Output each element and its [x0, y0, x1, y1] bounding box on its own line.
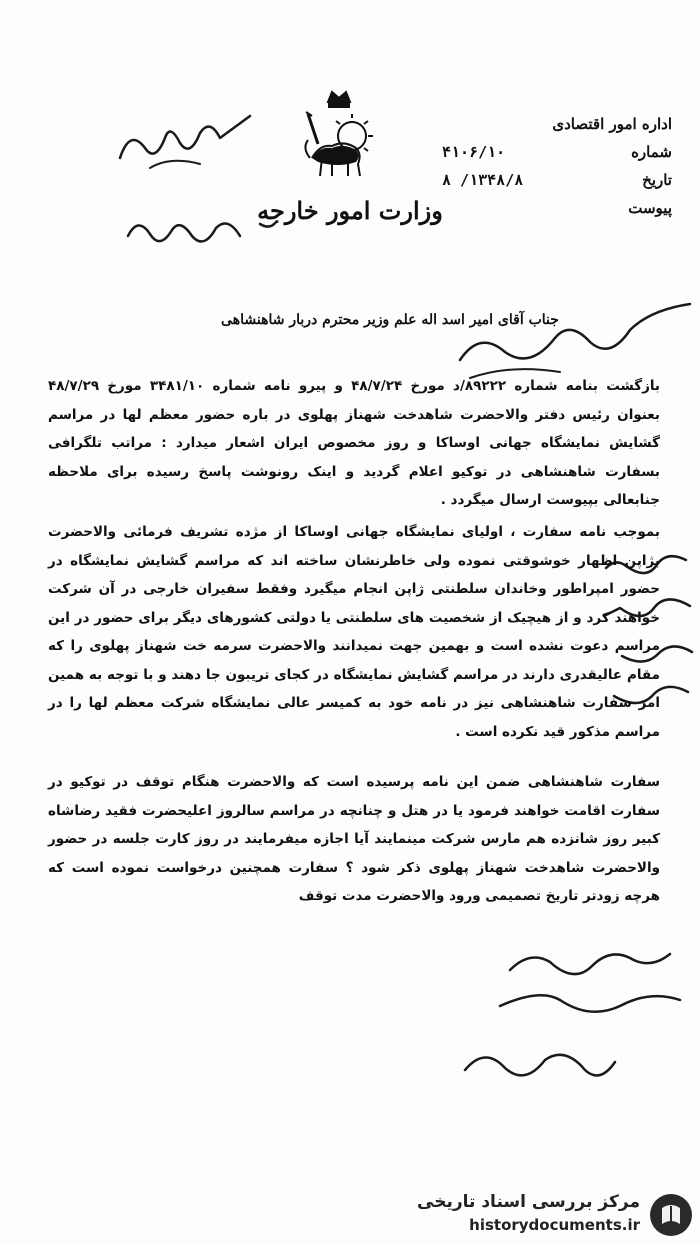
- meta-date-row: [442, 166, 672, 194]
- meta-attachment-label: پیوست: [628, 199, 672, 217]
- meta-number-label: شماره: [631, 143, 672, 161]
- meta-department: اداره امور اقتصادی: [552, 115, 672, 133]
- body-paragraph-1: بازگشت بنامه شماره ۸۹۲۲۲/د مورخ ۴۸/۷/۲۴ و پیرو نامه شماره ۳۴۸۱/۱۰ مورخ ۴۸/۷/۲۹ بعنوان رئیس دفتر والاحضرت شاهدخت شهناز پهلوی در باره حضور معظم لها در مراسم گشایش نمایشگاه جهانی اوساکا و روز مخصوص ایران اشعار میدارد : مراتب تلگرافی بسفارت شاهنشاهی در توکیو اعلام گردید و اینک رونوشت پاسخ رسیده برای ملاحظه جنابعالی بپیوست ارسال میگردد .: [48, 378, 660, 508]
- handwritten-note-left: [120, 206, 280, 256]
- archive-url[interactable]: historydocuments.ir: [469, 1216, 640, 1234]
- handwritten-note-top-left: [110, 108, 260, 178]
- handwritten-signature: [470, 940, 700, 1030]
- lion-and-sun-emblem-icon: [298, 88, 380, 184]
- body-paragraph-3: سفارت شاهنشاهی ضمن این نامه پرسیده است که والاحضرت هنگام توقف در توکیو در سفارت اقامت خواهند فرمود یا در هتل و چنانچه در مراسم سالروز اعلیحضرت فقید رضاشاه کبیر روز شانزده هم مارس شرکت مینمایند آیا اجازه میفرمایند در روز کارت جلسه در حضور والاحضرت شاهدخت شهناز پهلوی ذکر شود ؟ سفارت همچنین درخواست نموده است که هرچه زودتر تاریخ تصمیمی ورود والاحضرت مدت توقف: [48, 774, 660, 904]
- meta-date-label: تاریخ: [642, 171, 672, 189]
- addressee-line: جناب آقای امیر اسد اله علم وزیر محترم دربار شاهنشاهی: [221, 312, 559, 328]
- archive-logo-icon: [648, 1192, 694, 1238]
- handwritten-initials: [455, 1040, 625, 1090]
- archive-watermark: [408, 1190, 698, 1242]
- meta-department-row: [442, 110, 672, 138]
- ministry-title: وزارت امور خارجه: [257, 196, 443, 225]
- meta-number-row: [442, 138, 672, 166]
- document-meta: [442, 110, 672, 222]
- meta-number-value: ۴۱۰۶/۱۰: [442, 143, 506, 161]
- meta-attachment-row: [442, 194, 672, 222]
- body-paragraph-2: بموجب نامه سفارت ، اولیای نمایشگاه جهانی اوساکا از مژده تشریف فرمائی والاحضرت بژاپن اظهار خوشوقتی نموده ولی خاطرنشان ساخته اند که مراسم گشایش نمایشگاه در حضور امپراطور وخاندان سلطنتی ژاپن انجام میگیرد وفقط سفیران خارجی در آن شرکت خواهند کرد و از هیچیک از شخصیت های سلطنتی یا دولتی کشورهای دیگر برای حضور در این مراسم دعوت نشده است و بهمین جهت نمیدانند والاحضرت سرمه خت شهناز پهلوی را که مقام عالیقدری دارند در مراسم گشایش نمایشگاه در کجای تریبون جا دهند و با توجه به همین امر سفارت شاهنشاهی نیز در نامه خود به کمیسر عالی نمایشگاه شرکت معظم لها را در مراسم مذکور قید نکرده است .: [48, 524, 660, 740]
- meta-date-value: ۱۳۴۸/۸/ ۸: [442, 171, 524, 189]
- archive-name: مرکز بررسی اسناد تاریخی: [417, 1192, 640, 1212]
